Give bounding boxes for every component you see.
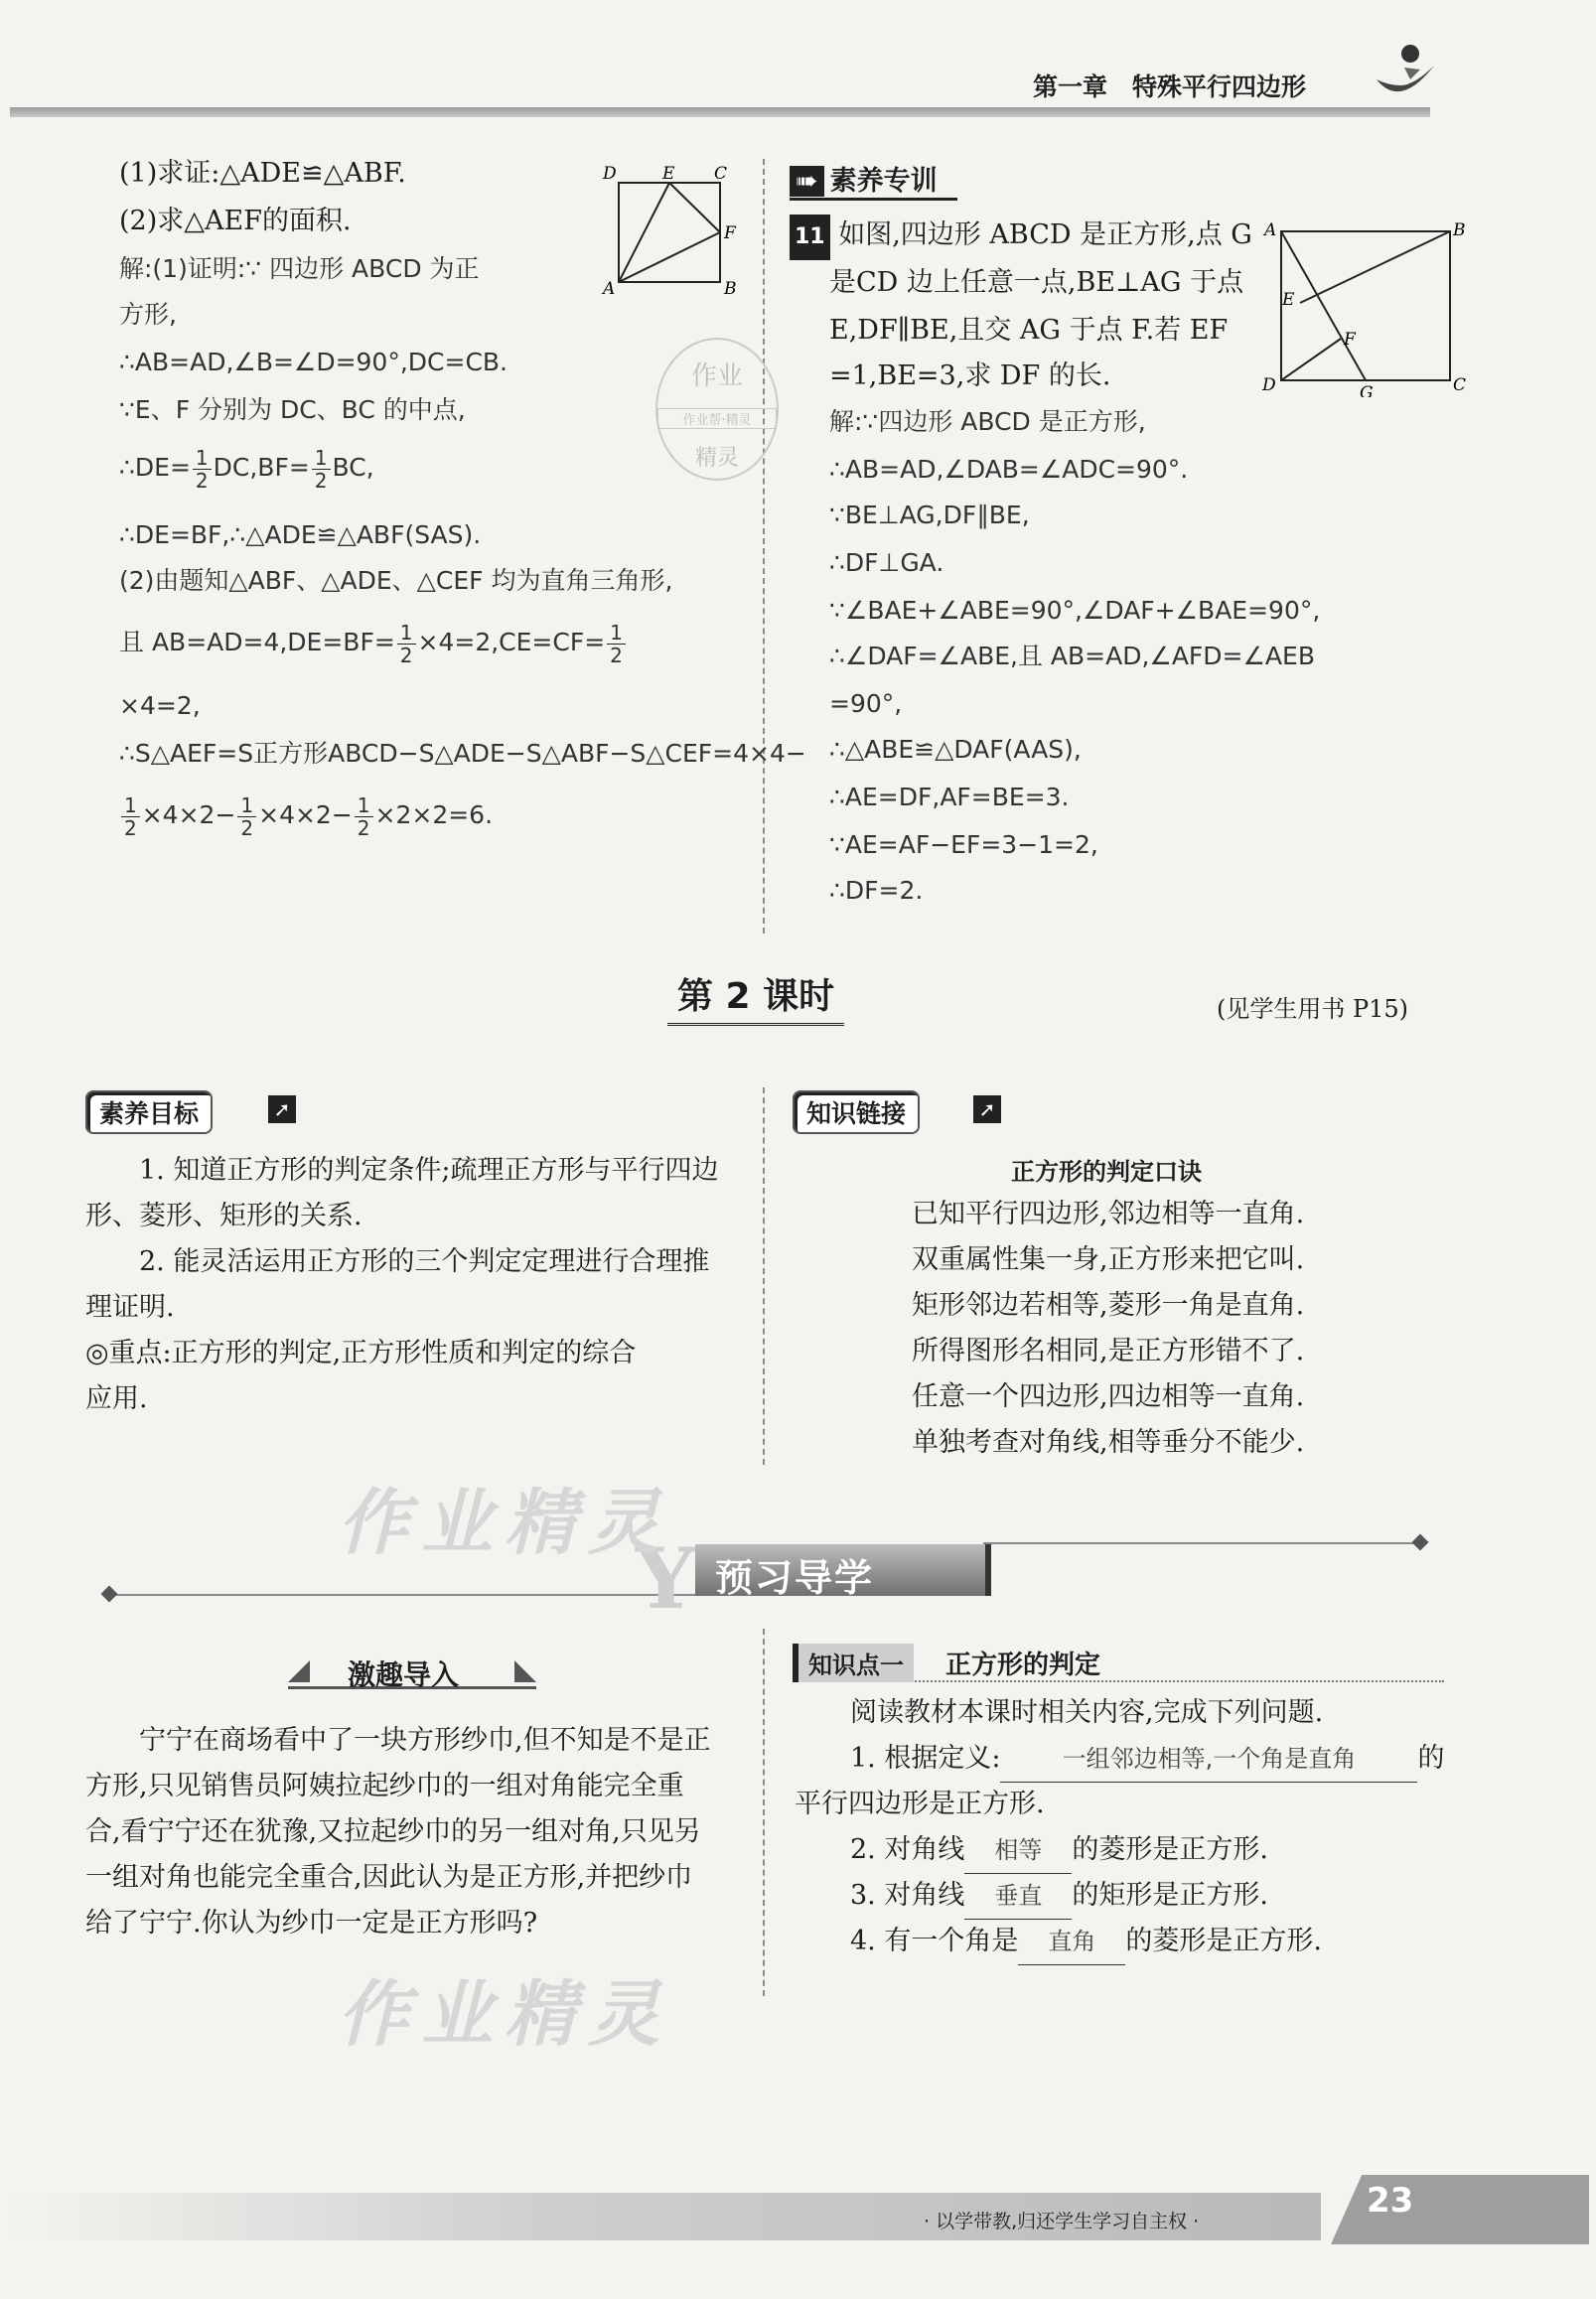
intro-title: 激趣导入	[348, 1658, 460, 1691]
arrow-icon: ➠	[790, 166, 824, 197]
label-b: B	[1453, 220, 1466, 240]
answer-blank: 相等	[964, 1827, 1072, 1874]
solution-line-fraction	[119, 445, 374, 492]
training-solution: ∵∠BAE+∠ABE=90°,∠DAF+∠BAE=90°,	[829, 596, 1321, 625]
label-c: C	[1453, 375, 1467, 395]
intro-line: 合,看宁宁还在犹豫,又拉起纱巾的另一组对角,只见另	[85, 1816, 701, 1847]
knowledge-link-title: 知识链接	[793, 1090, 920, 1134]
stamp-middle: 作业帮·精灵	[657, 408, 777, 429]
training-solution: =90°,	[829, 689, 903, 718]
text: ×4×2−	[258, 800, 353, 829]
goal-line: 形、菱形、矩形的关系.	[85, 1201, 363, 1231]
fraction-half: $\frac{1}{2}$	[312, 447, 331, 492]
label-f: F	[724, 223, 736, 243]
text: 且 AB=AD=4,DE=BF=	[119, 628, 395, 656]
label-d: D	[1262, 375, 1276, 395]
square-figure-right	[1256, 214, 1470, 397]
column-divider-bottom	[763, 1629, 765, 1996]
training-problem: E,DF∥BE,且交 AG 于点 F.若 EF	[829, 315, 1229, 346]
label-e: E	[1282, 290, 1295, 310]
lesson-reference: (见学生用书 P15)	[1217, 995, 1409, 1023]
kp-question-2: 2. 对角线 相等 的菱形是正方形.	[850, 1827, 1268, 1874]
literacy-training-title: ➠ 素养专训	[790, 159, 957, 201]
solution-line: ∴DE=BF,∴△ADE≌△ABF(SAS).	[119, 520, 482, 549]
goals-title: 素养目标	[85, 1090, 213, 1134]
mnemonic-line: 单独考查对角线,相等垂分不能少.	[912, 1427, 1305, 1458]
label-b: B	[724, 279, 737, 298]
goal-line: ◎重点:正方形的判定,正方形性质和判定的综合	[85, 1338, 637, 1368]
solution-line: 解:(1)证明:∵ 四边形 ABCD 为正	[119, 254, 480, 283]
training-solution: ∵AE=AF−EF=3−1=2,	[829, 830, 1098, 859]
intro-line: 方形,只见销售员阿姨拉起纱巾的一组对角能完全重	[85, 1771, 684, 1801]
label-d: D	[603, 164, 617, 184]
footer-slogan: · 以学带教,归还学生学习自主权 ·	[924, 2211, 1200, 2232]
area-formula: ∴S△AEF=S正方形ABCD−S△ADE−S△ABF−S△CEF=4×4−	[119, 739, 806, 768]
chapter-header: 第一章 特殊平行四边形	[1033, 72, 1307, 101]
goal-line: 应用.	[85, 1383, 148, 1414]
answer-blank: 直角	[1018, 1919, 1125, 1965]
arrow-icon: ➚	[268, 1095, 296, 1123]
solution-line: (2)由题知△ABF、△ADE、△CEF 均为直角三角形,	[119, 566, 673, 595]
goal-line: 理证明.	[85, 1292, 175, 1323]
knowledge-point-tag: 知识点一	[793, 1644, 914, 1682]
fraction-half: $\frac{1}{2}$	[397, 622, 416, 666]
training-problem: 是CD 边上任意一点,BE⊥AG 于点	[829, 267, 1244, 298]
training-solution: ∴AB=AD,∠DAB=∠ADC=90°.	[829, 455, 1189, 484]
training-solution: ∴AE=DF,AF=BE=3.	[829, 783, 1070, 811]
text: ∴DE=	[119, 453, 191, 482]
banner-letter: Y	[636, 1529, 695, 1628]
mnemonic-heading: 正方形的判定口诀	[1011, 1158, 1202, 1186]
answer-blank: 垂直	[964, 1873, 1072, 1920]
fraction-half: $\frac{1}{2}$	[355, 794, 373, 839]
label-a: A	[1264, 220, 1277, 240]
page-number: 23	[1367, 2181, 1414, 2221]
stamp-top: 作业	[690, 361, 743, 391]
lesson-title: 第 2 课时	[667, 968, 844, 1026]
mnemonic-line: 双重属性集一身,正方形来把它叫.	[912, 1244, 1305, 1275]
prove-question: (1)求证:△ADE≌△ABF.	[119, 158, 406, 189]
kp-question-4: 4. 有一个角是 直角 的菱形是正方形.	[850, 1919, 1322, 1965]
text: BC,	[332, 453, 374, 482]
solution-line: 方形,	[119, 300, 177, 329]
label-e: E	[662, 164, 675, 184]
goal-line: 1. 知道正方形的判定条件;疏理正方形与平行四边	[139, 1155, 719, 1186]
mnemonic-line: 已知平行四边形,邻边相等一直角.	[912, 1199, 1305, 1229]
column-divider-top	[763, 159, 765, 934]
column-divider-mid	[763, 1087, 765, 1465]
training-solution: ∴DF⊥GA.	[829, 548, 944, 577]
banner-line-right	[983, 1542, 1420, 1544]
area-question: (2)求△AEF的面积.	[119, 206, 352, 236]
area-formula-cont	[119, 792, 493, 839]
label-c: C	[714, 164, 728, 184]
intro-line: 给了宁宁.你认为纱巾一定是正方形吗?	[85, 1908, 538, 1939]
banner-line-left	[109, 1594, 725, 1596]
problem-number: 11	[790, 215, 830, 260]
diamond-icon	[101, 1586, 118, 1603]
training-solution: ∵BE⊥AG,DF∥BE,	[829, 501, 1030, 529]
logo-icon	[1371, 40, 1440, 111]
fraction-half: $\frac{1}{2}$	[607, 622, 626, 666]
stamp	[655, 338, 779, 481]
kp-intro: 阅读教材本课时相关内容,完成下列问题.	[850, 1697, 1324, 1728]
training-solution: ∴△ABE≌△DAF(AAS),	[829, 735, 1082, 764]
label-a: A	[603, 279, 616, 298]
solution-line-fraction	[119, 620, 628, 666]
text: ×4×2−	[141, 800, 236, 829]
answer-blank: 一组邻边相等,一个角是直角	[1000, 1736, 1417, 1783]
mnemonic-line: 矩形邻边若相等,菱形一角是直角.	[912, 1290, 1305, 1321]
fraction-half: $\frac{1}{2}$	[121, 794, 140, 839]
intro-line: 宁宁在商场看中了一块方形纱巾,但不知是不是正	[139, 1725, 711, 1756]
kp-question-1-cont: 平行四边形是正方形.	[795, 1789, 1045, 1819]
kp-question-1: 1. 根据定义: 一组邻边相等,一个角是直角 的	[850, 1736, 1444, 1783]
fraction-half: $\frac{1}{2}$	[193, 447, 212, 492]
training-problem: =1,BE=3,求 DF 的长.	[829, 360, 1111, 391]
stamp-bottom: 精灵	[694, 446, 739, 471]
mnemonic-line: 所得图形名相同,是正方形错不了.	[912, 1336, 1305, 1366]
label-f: F	[1344, 330, 1356, 350]
watermark-text: 作业精灵	[338, 1481, 672, 1564]
mnemonic-line: 任意一个四边形,四边相等一直角.	[912, 1381, 1305, 1412]
square-figure-left	[601, 159, 745, 298]
intro-line: 一组对角也能完全重合,因此认为是正方形,并把纱巾	[85, 1862, 693, 1893]
text: ×4=2,CE=CF=	[417, 628, 606, 656]
fraction-half: $\frac{1}{2}$	[237, 794, 256, 839]
preview-title: 预习导学	[715, 1556, 875, 1600]
text: ×2×2=6.	[374, 800, 494, 829]
solution-line: ∵E、F 分别为 DC、BC 的中点,	[119, 395, 466, 424]
diamond-icon	[1412, 1534, 1429, 1551]
arrow-icon: ➚	[973, 1095, 1001, 1123]
knowledge-point-title: 正方形的判定	[945, 1651, 1101, 1680]
kp-question-3: 3. 对角线 垂直 的矩形是正方形.	[850, 1873, 1268, 1920]
header-divider	[10, 107, 1430, 117]
solution-line: ×4=2,	[119, 691, 201, 720]
training-solution: ∴DF=2.	[829, 876, 924, 905]
training-solution: 解:∵四边形 ABCD 是正方形,	[829, 407, 1146, 436]
goal-line: 2. 能灵活运用正方形的三个判定定理进行合理推	[139, 1246, 710, 1277]
label-g: G	[1360, 383, 1374, 397]
training-problem: 11 如图,四边形 ABCD 是正方形,点 G	[790, 213, 1252, 260]
text: DC,BF=	[213, 453, 310, 482]
training-solution: ∴∠DAF=∠ABE,且 AB=AD,∠AFD=∠AEB	[829, 642, 1315, 670]
watermark-text: 作业精灵	[338, 1972, 672, 2056]
solution-line: ∴AB=AD,∠B=∠D=90°,DC=CB.	[119, 348, 508, 376]
